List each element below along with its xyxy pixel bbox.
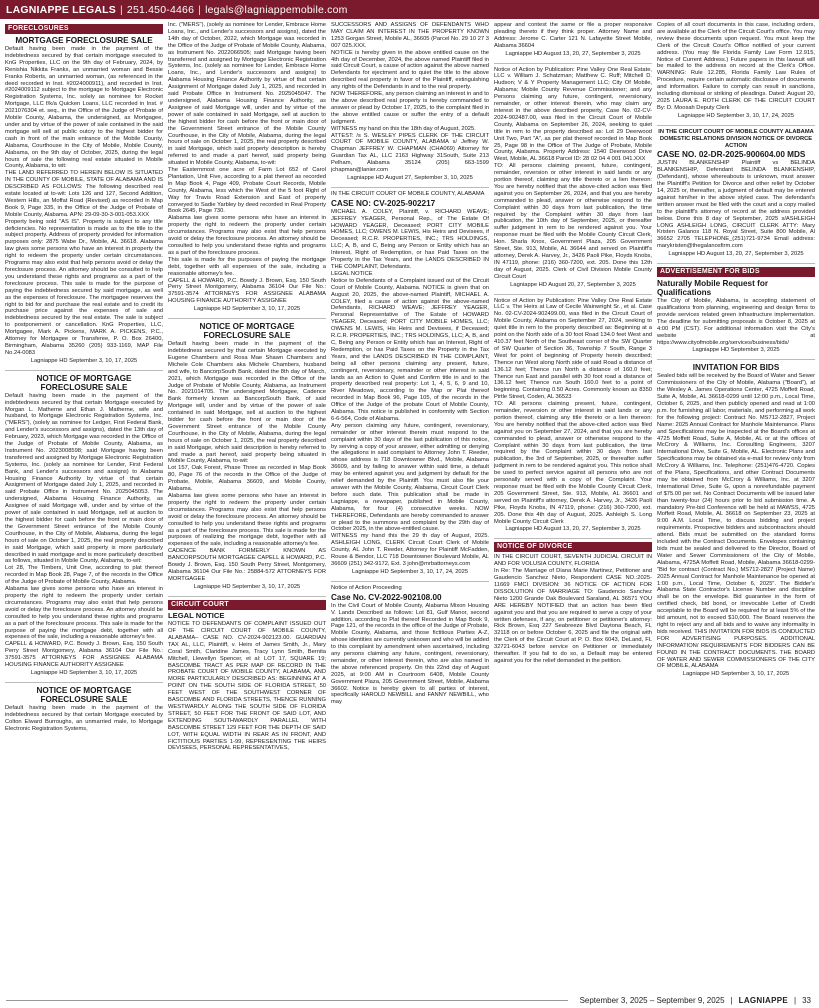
notice-title: NOTICE OF MORTGAGE FORECLOSURE SALE bbox=[36, 373, 132, 392]
footer-rule bbox=[6, 1000, 568, 1001]
notice-body: Default having been made in the payment of the indebtedness secured by that certain Mortgage executed by Colton Elward Burroughs, an unmarried male, to Mortgage Electronic Registration Systems, bbox=[5, 704, 163, 732]
publication-brand: LAGNIAPPE bbox=[738, 996, 789, 1005]
notice-title: NOTICE OF MORTGAGE FORECLOSURE SALE bbox=[36, 685, 132, 704]
publication-line: Lagniappe HD August 27, September 3, 10, 2025 bbox=[347, 174, 473, 181]
legal-notice bbox=[168, 322, 326, 597]
column-1 bbox=[5, 22, 163, 988]
notice-body: TO: All persons claiming present, future, contingent, remainder, reversion or other interest in said lands or any portion thereof, claiming any title thereto or a lien thereon: You are hereby notified that the above-cited action was filed against you on September 27, 2024, and that you are hereby commanded to plead, answer or otherwise respond to the Complaint within 30 days from last publication, the time required by the Complaint within 30 days from last publication, the 3rd of September, 2025, or thereafter suffer judgment in rem to be rendered against you. This notice shall be used to perfect service against all persons who are not personally served with a copy of the Complaint. Your response must be filed with the Mobile County Circuit Clerk, 205 Government Street, Ste. 913, Mobile, AL 36601 and served on Plaintiff's attorney, Derek A. Harvey, Jr., 3426 Paoli Pike, Floyds Knobs, IN 47119, phone: (216) 360-7200, ext. 205. Done this 4th day of August, 2025. Ashleigh S. Long Mobile County Circuit Clerk bbox=[494, 401, 652, 525]
notice-body: MICHAEL A. COLEY, Plaintiff, v. RICHARD WEAVE; JEFFREY YEAGER, Personal Rep., of The Estate Of HOWARD YEAGER, Deceased; PORT CITY MOBILE HOMES, LLC; OWENS M. LEWIS, His Heirs and Devisees, if Deceased; R.C.R. PROPERTIES, INC.; TRS HOLDINGS, LLC; A, B, and C, Being any Person or Entity which has an Interest, Right of Redemption, or has Paid Taxes on the Property in the Tax Years, and the LANDS DESCRIBED IN THE COMPLAINT, Defendants. bbox=[331, 208, 489, 270]
legal-notice bbox=[331, 191, 489, 582]
legal-notice bbox=[657, 22, 815, 126]
notice-heading: IN THE CIRCUIT COURT OF MOBILE COUNTY ALABAMA DOMESTIC RELATIONS DIVISION NOTICE OF DIVORCE ACTION bbox=[658, 128, 814, 149]
publication-line: Lagniappe HD September 3, 10, 17, 24, 2025 bbox=[351, 568, 469, 575]
publication-line: Lagniappe HD September 3, 10, 17, 2025 bbox=[193, 306, 301, 313]
publication-line: Lagniappe HD September 3, 10, 17, 2025 bbox=[30, 669, 138, 676]
publication-line: Lagniappe HD August 13, 20, 27, September 3, 2025 bbox=[505, 50, 641, 57]
page-footer bbox=[0, 993, 819, 1008]
section-bar-circuit-court: CIRCUIT COURT bbox=[168, 600, 326, 610]
notice-body: Notice to Defendants of a Complaint issued out of the Circuit Court of Mobile County, Alabama. NOTICE is given that on August 20, 2025, the above-named Plaintiff, MICHAEL A. COLEY, filed a cause of action against the above-named Defendants, RICHARD WEAVE; JEFFREY YEAGER, Personal Representative of The Estate of HOWARD YEAGER, Deceased; PORT CITY MOBILE HOMES, LLC; OWENS M. LEWIS, His Heirs and Devisees, if Deceased; R.C.R. PROPERTIES, INC.; TRS HOLDINGS, LLC; A, B, and C, Being any Person or Entity which has an Interest, Right of Redemption, or has Paid Taxes on the Property in the Tax Years, and the LANDS DESCRIBED IN THE COMPLAINT, being all other persons claiming any present, future, contingent, reversionary, remainder or other interest in said lands as an Action to Quiet and Confirm title in and to the property described real property: Lot 1, 4, 5, 6, 9 and 10, River Meadows, according to the Map or Plat thereof recorded in Map Book 96, Page 105, of the records in the Office of the Judge of the probate Court of Mobile County, Alabama. This notice is published in conformity with Section 6-6-564, Code of Alabama. bbox=[331, 277, 489, 422]
publication-line: Lagniappe HD September 3, 10, 17, 2025 bbox=[30, 357, 138, 364]
header-separator: | bbox=[119, 3, 123, 16]
legal-columns bbox=[5, 22, 815, 988]
notice-signature: CAPELL & HOWARD, P.C. Bowdy J. Brown, Esq. 150 South Perry Street Montgomery, Alabama 36104 Our File No.: 37591-3575 ATTORNEYS FOR ASSIGNEE ALABAMA HOUSING FINANCE AUTHORITY ASSIGNEE bbox=[5, 641, 163, 669]
notice-body: In the Civil Court of Mobile County, Alabama Mixon Housing V. Lands Described as follows: Lot 81, Gulf Manor, second addition, according to Plat thereof Recorded in Map Book 9, Page 121, of the records in the office of the Judge of Probate, Mobile County, Alabama, and those fictitious Parties A-Z, whose identities are currently unknown and who will be added to this complaint by amendment when ascertained, including any persons claiming any future, contingent, reversionary, remainder, or other interest therein, who are also named in the above referenced property. On this 22nd day of August 2025, at 9:00 AM in Courtroom 6408, Mobile County Government Plaza, 205 Government Street, Mobile, Alabama 36602. Notice is hereby given to all parties of interest, specifically HAROLD NEWBILL and FANNY NEWBILL, who may bbox=[331, 602, 489, 706]
notice-body: TO: All persons claiming present, future, contingent, remainder, reversion or other interest in said lands or any portion thereof, claiming any title thereto or a lien thereon: You are hereby notified that the above-cited action was filed against you on September 26, 2024, and that you are hereby commanded to plead, answer or otherwise respond to the Complaint within 30 days from last publication, the time required by the Complaint within 30 days from last publication, the 10th day of September, 2025, or thereafter suffer judgment in rem to be rendered against you. Your response must be filed with the Mobile County Circuit Clerk, Hon. Sharla Knox, Government Plaza, 205 Government Street, Ste. 913, Mobile, AL 36644 and served on Plaintiff's attorney, Derek A. Harvey, Jr., 3426 Paoli Pike, Floyds Knobs, IN 47119, phone: (216) 360-7200, ext. 205. Done this 12th day of August, 2025. Clerk of Civil Division Mobile County Circuit Court bbox=[494, 163, 652, 280]
publication-line: Lagniappe HD September 3, 10, 17, 24, 2025 bbox=[677, 112, 795, 119]
legal-notice bbox=[494, 298, 652, 540]
notice-body: Sealed bids will be received by the Board of Water and Sewer Commissioners of the City of Mobile, Alabama ("Board"), at the Wesley A. James Operations Center, 4725 Moffett Road, Suite A, Mobile, AL 36618-0299 until 12:00 p.m., Local Time, October 6, 2025, and then publicly opened and read at 1:00 p.m. for furnishing all labor, materials, and performing all work for the following project: Contract No. MS712-2827, Project Name: 2025 Annual Contract for Manhole Maintenance. Plans and Specifications may be inspected at the Board's offices at 4725 Moffett Road, Suite A, Mobile, AL or at the offices of McCrory & Williams, Inc. Consulting Engineers, 3207 International Drive, Suite G, Mobile, AL. Electronic Plans and Specifications may be obtained via e-mail for review only from McCrory & Williams, Inc. Telephone: (251)476-4720. Copies of the Plans, Specifications, and other Contract Documents may be obtained from McCrory & Williams, Inc. at 3207 International Drive, Suite G, upon a nonrefundable payment of $75.00 per set. No Contract Documents will be issued later than twenty-four (24) hours prior to bid submission time. A mandatory Pre-bid Conference will be held at MAWSS, 4725 Moffett Road, Mobile, AL 36618 on September 23, 2025 at 9:00 A.M. Local Time, to discuss bidding and project requirements. Prospective bidders and subcontractors should attend. Bids must be submitted on the standard forms included with the Contract Documents. Envelopes containing bids must be sealed and delivered to the Director, Board of Water and Sewer Commissioners of the City of Mobile, Alabama, 4725A Moffett Road, Mobile, Alabama 36618-0299- "Bid for contract (Contract No.) MS712-2827 (Project Name) 2025 Annual Contract for Manhole Maintenance be opened at 1:00 p.m., Local Time, October 6, 2025". The Bidder's Alabama State Contractor's License Number and discipline shall be on the envelope. Bid guarantee in the form of certified check, bid bond, or irrevocable Letter of Credit acceptable to the Board will be required for at least 5% of the bid amount, not to exceed $10,000. The Board reserves the right to reject any and all bids and to waive any informality in bids received. THIS INVITATION FOR BIDS IS CONDUCTED FOR ADVERTISING PURPOSES. ADDITIONAL INFORMATION/ REQUIREMENTS FOR BIDDERS CAN BE FOUND IN THE CONTRACT DOCUMENTS. THE BOARD OF WATER AND SEWER COMMISSIONERS OF THE CITY OF MOBILE, ALABAMA bbox=[657, 373, 815, 670]
notice-title: INVITATION FOR BIDS bbox=[692, 363, 780, 373]
notice-body: Alabama law gives some persons who have an interest in property the right to redeem the property under certain circumstances. Programs may also exist that help persons avoid or delay the foreclosure process. An attorney should be consulted to help you understand these rights and programs as a part of the foreclosure process. bbox=[168, 215, 326, 256]
header-email: legals@lagniappemobile.com bbox=[205, 3, 348, 16]
legal-notice bbox=[657, 279, 815, 360]
section-bar-notice-of-divorce: NOTICE OF DIVORCE bbox=[494, 542, 652, 552]
notice-body: Default having been made in the payment of the indebtedness secured by that certain Mortgage executed by Eugene Chambers and Rosa Mae Shawn Chambers and Michele Cole Chambers aka Michele Chambers, husband and wife, to BancorpSouth Bank, dated the 8th day of March, 2021, which Mortgage was recorded in the Office of the Judge of Probate of Mobile County, Alabama, as Instrument No. 2021014705. The undersigned Mortgagee, Cadence Bank formerly known as BancorpSouth Bank, of said Mortgage will, under and by virtue of the power of sale contained in said Mortgage, sell at auction to the highest bidder for cash before the front or main door of the Government Street entrance of the Mobile County Courthouse, in the City of Mobile, Alabama, during the legal hours of sale on October 1, 2025, the real property described in said Mortgage, which said description is hereby referred to and made a part hereof, said property being situated in Mobile County, Alabama, to-wit: bbox=[168, 341, 326, 465]
notice-body: NOTICE TO DEFENDANTS OF COMPLAINT ISSUED OUT OF THE CIRCUIT COURT OF MOBILE COUNTY, ALABAMA– CASE NO. CV-2024-902123.00. GUARDIAN TAX AL, LLC, Plaintiff, v. Heirs of James Smith, Jr., Mary Coral Smith, Claridine James, Tracy Lynn Smith, Bernita Mitchell, Llewellyn Spencer, et al: LOT 17, SQUARE 19; BASCOMBE TRACT AS PER MAP OF RECORD IN THE PROBATE COURT OF MOBILE COUNTY, ALABAMA, AND MORE PARTICULARLY DESCRIBED AS: BEGINNING AT A POINT ON THE SOUTH SIDE OF FLORIDA STREET, 50 FEET WEST OF THE SOUTHWEST CORNER OF BASCOMBE AND FLORIDA STREETS, THENCE RUNNING WESTWARDLY ALONG THE SOUTH SIDE OF FLORIDA STREET, 50 FEET FOR THE FRONT OF SAID LOT, AND EXTENDING SOUTHWARDLY PARALLEL WITH BASCOMBE STREET 129 FEET FOR THE DEPTH OF SAID LOT, WITH EQUAL WIDTH IN REAR AS IN FRONT, AND FICTITIOUS PARTIES 1-99, REPRESENTING THE HEIRS DEVISEES, PERSONAL REPRESENTATIVES, bbox=[168, 621, 326, 752]
page-header bbox=[0, 0, 819, 19]
notice-body: JUSTIN BLANKENSHIP Plaintiff vs BELINDA BLANKENSHIP, Defendant BELINDA BLANKENSHIP, (Defendant), whose whereabouts is unknown, must answer the Plaintiff's Petition for Divorce and other relief by October 14, 2025 or, thereafter, a judgment of default may be entered against him/her in the above styled case. The defendant's written answer must be filed with the court and a copy mailed to the plaintiff's attorney of record at the address provided below. Done this 8 day of September, 2025 s/ASHLEIGH LONG ASHLEIGH LONG, CIRCUIT CLERK ATTY: Mary Kristen Galanos 118 N. Royal Street, Suite 800 Mobile, Al 36652 2705 TELEPHONE_(251)721-9734 Email address: marykristen@thegalanosfirm.com bbox=[657, 160, 815, 250]
notice-body: NOW THEREFORE, any person claiming an interest in and to the above described real property is hereby commanded to answer or plead by October 17, 2025, to the complaint filed in the above entitled cause or suffer the entry of a default judgment. bbox=[331, 91, 489, 125]
legal-notice bbox=[331, 22, 489, 188]
column-2 bbox=[168, 22, 326, 988]
notice-body: NOTICE is hereby given in the above entitled cause on the 4th day of December, 2024, the above named Plaintiff filed in said Circuit Court, a cause of action against the above named Defendants for ejectment and to quiet the title to the above described real property in favor of the Plaintiff, extinguishing any rights of the Defendants in and to the real property. bbox=[331, 49, 489, 91]
notice-body: Notice of Action by Publication: Pine Valley One Real Estate, LLC v. William J. Schatzman; Matthew C. Ruff; Mitchell D. Hudson; V & Y Property Management LLC; City Of Mobile, Alabama; Mobile County Revenue Commissioner; and any Persons claiming any future, contingent, reversionary, remainder, or other interest therein, who may claim any interest in the above described property, Case No. 02-CV-2024-902487.00, was filed in the Circuit Court of Mobile County, Alabama on September 26, 2024, seeking to quiet title in rem to the property described as: Lot 29 Deerwood Unit Two, Part "A", as per plat thereof recorded in Map Book 25, Page 98 in the Office of The Judge of Probate, Mobile County, Alabama. Property Address: 1540 Deerwood Drive West, Mobile, AL 36618 Parcel ID: 28 02 04 4 001 041.XXX bbox=[494, 66, 652, 163]
notice-body: The City of Mobile, Alabama, is accepting statement of qualifications from planning, engineering and design firms to provide services related green infrastructure implementation. The deadline for submitting proposals is October 8, 2025 at 4:00 PM (CST). For additional information visit the City's website at https://www.cityofmobile.org/services/business/bids/ bbox=[657, 298, 815, 346]
notice-signature: WITNESS my hand this the 29 th day of August, 2025. ASHLEIGH LONG, CLERK Circuit Court Clerk of Mobile County, AL John T. Reeder, Attorney for Plaintiff McFadden, Rouse & Bendor, LLC 718 Downtowner Boulevard Mobile, AL 36609 (251) 342-9172, Ext. 3 john@mrbattorneys.com bbox=[331, 533, 489, 567]
publication-line: Lagniappe HD August 20, 27, September 3, 2025 bbox=[510, 281, 636, 288]
notice-body: Inc. ("MERS"), (solely as nominee for Lender, Embrace Home Loans, Inc., and Lender's successors and assigns), dated the 14th day of October, 2022, which Mortgage was recorded in the Office of the Judge of Probate of Mobile County, Alabama, as Instrument No. 2022066505; said Mortgage having been transferred and assigned by Mortgage Electronic Registration Systems, Inc. (solely as nominee for Lender, Embrace Home Loans, Inc., and Lender's successors and assigns) to Alabama Housing Finance Authority by virtue of that certain Assignment of Mortgage dated July 1, 2025, and recorded in said Probate Office in Instrument No. 2025045047. The undersigned, Alabama Housing Finance Authority, as Assignee of said Mortgage will, under and by virtue of the power of sale contained in said Mortgage, sell at auction to the highest bidder for cash before the front or main door of the Government Street entrance of the Mobile County Courthouse, in the City of Mobile, Alabama, during the legal hours of sale on October 1, 2025, the real property described in said Mortgage, which said property description is hereby referred to and made a part hereof, said property being situated in Mobile County, Alabama, to-wit: bbox=[168, 22, 326, 167]
case-number: CASE NO: CV-2025-902217 bbox=[331, 198, 436, 208]
legal-notice bbox=[494, 22, 652, 64]
notice-legal: Lot 157, Oak Forest, Phase Three as recorded in Map Book 80, Page 76 of the records in the Office of the Judge of Probate, Mobile, Alabama 36609, and Mobile County, Alabama. bbox=[168, 465, 326, 493]
notice-title: NOTICE OF MORTGAGE FORECLOSURE SALE bbox=[199, 322, 295, 341]
notice-body: Copies of all court documents in this case, including orders, are available at the Clerk of the Circuit Court's office. You may review these documents upon request. You must keep the Clerk of the Circuit Court's Office notified of your current address. (You may file Florida Family Law Form 12.915, Notice of Current Address.) Future papers in this lawsuit will be mailed to the address on record at the Clerk's Office. WARNING: Rule 12.285, Florida Family Law Rules of Procedure, require certain automatic disclosure of documents and information. Failure to comply can result in sanctions, including dismissal or striking of pleadings. Dated: August 20, 2025 LAURA E. ROTH CLERK OF THE CIRCUIT COURT By: D. Moosah Deputy Clerk bbox=[657, 22, 815, 111]
issue-dates: September 3, 2025 – September 9, 2025 bbox=[579, 996, 725, 1005]
notice-body: WITNESS my hand on this the 18th day of August, 2025. bbox=[331, 125, 476, 132]
page-number: 33 bbox=[802, 996, 811, 1005]
publication-line: Lagniappe HD September 3, 2025 bbox=[692, 347, 780, 354]
notice-body: Alabama law gives some persons who have an interest in property the right to redeem the property under certain circumstances. Programs may also exist that help persons avoid or delay the foreclosure process. An attorney should be consulted to help you understand these rights and programs as a part of the foreclosure process. This sale is made for the purposes of realizing the mortgage debt, together with all expenses of the sale, including a reasonable attorney's fee. bbox=[168, 493, 326, 548]
publication-line: Lagniappe HD August 13, 20, 27, September 3, 2025 bbox=[668, 251, 804, 258]
legal-notice bbox=[168, 22, 326, 319]
notice-title: Naturally Mobile Request for Qualifications bbox=[657, 279, 769, 298]
notice-body: This sale is made for the purposes of paying the mortgage debt, together with all expenses of the sale, including a reasonable attorney's fee. bbox=[168, 256, 326, 277]
notice-body: Default having been made in the payment of the indebtedness secured by that certain Mortgage executed by Morgan L. Matherne and Ethan J. Matherne, wife and husband, to Mortgage Electronic Registration Systems, Inc. ("MERS"), (solely as nominee for Ledger, First Federal Bank, and Lender's successors and assigns), dated the 13th day of February, 2023, which Mortgage was recorded in the Office of the Judge of Probate of Mobile County, Alabama, as Instrument No. 2023008598; said Mortgage having been transferred and assigned by Mortgage Electronic Registration Systems, Inc. (solely as nominee for Lender, First Federal Bank, and Lender's successors and assigns) to Alabama Housing Finance Authority by virtue of that certain Assignment of Mortgage dated July 1, 2025, and recorded in said Probate Office in Instrument No. 2025045053. The undersigned, Alabama Housing Finance Authority, as Assignee of said Mortgage will, under and by virtue of the power of sale contained in said Mortgage, sell at auction to the highest bidder for cash before the front or main door of the Government Street entrance of the Mobile County Courthouse, in the City of Mobile, Alabama, during the legal hours of sale on October 1, 2025, the real property described in said Mortgage, which said property is more particularly described in said mortgage and is more particularly described as follows, situated in Mobile County, Alabama, to-wit: bbox=[5, 392, 163, 565]
column-3 bbox=[331, 22, 489, 988]
notice-heading: LEGAL NOTICE bbox=[168, 610, 225, 620]
notice-legal: The Easternmost one acre of Farm Lot 652 of Carol Plantation, Unit Five, according to a plat thereof as recorded in Map Book 4, Page 409, Probate Court Records, Mobile County, Alabama, less which the West of the 5 foot Right of Way for Travis Road Extension and East of property conveyed to Sadie Yarbley by deed recorded in Real Property Book 2645, Page 730. bbox=[168, 167, 326, 215]
notice-body: Notice of Action by Publication: Pine Valley One Real Estate LLC v. The Heirs at Law of Cecile Wainwright Sr., et al. Case No. 02-CV-2024-902499.00, was filed in the Circuit Court of Mobile County, Alabama on September 27, 2024, seeking to quiet title in rem to the property described as: Beginning at a point on the North side of a 30 foot Road 134.0 feet West and 410.37 feet North of the Southeast corner of the SW Quarter of SW Quarter of Section 36, Township 7 South, Range 3 West for point of beginning of Property herein described; Thence run West along North side of said Road a distance of 136.12 feet; Thence run North a distance of 160.0 feet; Thence run East and parallel with 30 foot road a distance of 136.12 feet; Thence run South 160.0 feet to a point of beginning. Containing 0.50 Acres. Commonly known as 8350 Pirtle Street, Coden, AL 36523 bbox=[494, 297, 652, 401]
notice-body: In Re: The Marriage of Diana Marie Martinez, Petitioner and Gaudencio Sanchez Nieto, Respondent CASE NO.:2025-11669 FMCI DIVISION: 36 NOTICE OF ACTION FOR DISSOLUTION OF MARRIAGE TO: Gaudencio Sanchez Nieto 1200 Grande Oak Boulevard Saraland, AL 36571 YOU ARE HEREBY NOTIFIED that an action has been filed against you and that you are required to serve a copy of your written defenses, if any, on petitioner or petitioner's attorney: Rick Brown, Esq 227 Seabreeze Blvd Daytona Beach, FL 32118 on or before October 6, 2025 and file the original with the Clerk of the Circuit Court at P. O. Box 6043, DeLand, FL 32721-6043 before service on Petitioner or immediately thereafter. If you fail to do so, a Default may be entered against you for the relief demanded in the petition. bbox=[494, 568, 652, 664]
publication-line: Lagniappe HD September 3, 10, 17, 2025 bbox=[682, 671, 790, 678]
legal-notice bbox=[168, 612, 326, 753]
notice-body: Default having been made in the payment of the indebtedness secured by that certain mortgage executed to KnG Properties, LLC on the 9th day of February, 2024, by Renishia Nikkita Franks, an unmarried woman and Bessie Franks Roberts, an unmarried woman, (as referenced in the deed recorded in Inst. #2024000911), and recorded in Inst. #2024009112 subject to the mortgage to Mortgage Electronic Registration Systems, Inc. solely as nominee for Rocket Mortgage, LLC f/k/a Quicken Loans, LLC recorded in Inst. # 2021076304 et. seq., in the Office of the Judge of Probate of Mobile County, Alabama, the undersigned, as Mortgagee, under and by virtue of the power of sale contained in the said mortgage will sell at public outcry to the highest bidder for cash in front of the main entrance of the Mobile County, Alabama, Courthouse in the City of Mobile, Mobile County, Alabama, on the 9th day of October, 2025, during the legal hours of sale the following real estate situated in Mobile County, Alabama, to wit: bbox=[5, 46, 163, 170]
case-number: Case No. CV-2022-902108.00 bbox=[331, 592, 442, 602]
footer-separator: | bbox=[794, 996, 797, 1005]
publication-line: Lagniappe HD September 3, 10, 17, 2025 bbox=[193, 583, 301, 590]
notice-body: Property being sold "AS IS". Property is subject to any title deficiencies. No representation is made as to the title to the subject property. Address of property provided for information purposes only: 2875 Wabe Dr., Mobile, AL 36618. Alabama law gives some persons who have an interest in property the right to redeem the property under certain circumstances. Programs may also exist that help persons avoid or delay the foreclosure process. An attorney should be consulted to help you understand these rights and programs as a part of the foreclosure process. This sale is made for the purpose of paying the indebtedness secured by said mortgage, as well as the expenses of foreclosure. The mortgagee reserves the right to bid for and purchase the real estate and to credit its purchase price against the expenses of sale and indebtedness secured by the real estate. The sale is subject to postponement or cancellation. KnG Properties, LLC, Mortgagee, Mark A. Pickens, MARK A. PICKENS, P.C., Attorney for Mortgagee or Transferee, P. O. Box 26400, Birmingham, Alabama 35260 (205) 933-1169, MAP File No.24-0083 bbox=[5, 218, 163, 356]
legal-notice bbox=[5, 36, 163, 371]
footer-separator: | bbox=[730, 996, 733, 1005]
case-number: CASE NO. 02-DR-2025-900604.00 MDS bbox=[657, 150, 806, 160]
legal-notice bbox=[5, 686, 163, 733]
notice-heading: IN THE CIRCUIT COURT, SEVENTH JUDICIAL CIRCUIT IN AND FOR VOLUSIA COUNTY, FLORIDA bbox=[494, 554, 652, 568]
notice-signature: CAPELL & HOWARD, P.C. Bowdy J. Brown, Esq. 150 South Perry Street Montgomery, Alabama 36104 Our File No.: 37591-3574 ATTORNEYS FOR ASSIGNEE ALABAMA HOUSING FINANCE AUTHORITY ASSIGNEE bbox=[168, 277, 326, 305]
legal-notice bbox=[331, 585, 489, 707]
notice-legal: Lot 28, The Timbers, Unit One, according to plat thereof recorded in Map Book 28, Page 7, of the records in the Office of the Judge of Probate of Mobile County, Alabama. bbox=[5, 565, 163, 586]
column-4 bbox=[494, 22, 652, 988]
section-bar-advertisement-for-bids: ADVERTISEMENT FOR BIDS bbox=[657, 267, 815, 277]
notice-legal: THE LAND REFERRED TO HEREIN BELOW IS SITUATED IN THE COUNTY OF MOBILE, STATE OF ALABAMA AND IS DESCRIBED AS FOLLOWS: The following described real estate located at to-wit: Lots 126 and 127, Second Addition, Western Hills, an Moffat Road (Revised) as recorded in Map Book 9, Page 335, in the Office of the Judge of Probate of Mobile County, Alabama. APN: 29-09-30-3-001-053.XXX bbox=[5, 170, 163, 218]
header-separator: | bbox=[198, 3, 202, 16]
column-5 bbox=[657, 22, 815, 988]
notice-heading: IN THE CIRCUIT COURT OF MOBILE COUNTY, ALABAMA bbox=[331, 190, 485, 197]
header-phone: 251.450-4466 bbox=[126, 3, 195, 16]
legal-notice bbox=[657, 363, 815, 678]
notice-title: MORTGAGE FORECLOSURE SALE bbox=[15, 36, 153, 45]
notice-body: Alabama law gives some persons who have an interest in property the right to redeem the property under certain circumstances. Programs may also exist that help persons avoid or delay the foreclosure process. An attorney should be consulted to help you understand these rights and programs as a part of the foreclosure process. This sale is made for the purpose of paying the mortgage debt, together with all expenses of the sale, including a reasonable attorney's fee. bbox=[5, 586, 163, 641]
notice-signature: CADENCE BANK FORMERLY KNOWN AS BANCORPSOUTH MORTGAGEE CAPELL & HOWARD, P.C. Bowdy J. Brown, Esq. 150 South Perry Street, Montgomery, Alabama 36104 Our File No.: 25884-572 ATTORNEYS FOR MORTGAGEE bbox=[168, 548, 326, 582]
section-bar-foreclosures: FORECLOSURES bbox=[5, 24, 163, 34]
notice-body: SUCCESSORS AND ASSIGNS OF DEFENDANTS WHO MAY CLAIM AN INTEREST IN THE PROPERTY KNOWN 1253 Gorgan Street, Mobile AL, 36605 (Parcel No. 29 10 27 3 007 025.XXX. bbox=[331, 22, 489, 49]
notice-body: appear and contest the same or file a proper responsive pleading thereto if they think proper. Attorney Name and Address: Jerome C. Carter 121 N. Lafayette Street Mobile, Alabama 36604 bbox=[494, 22, 652, 49]
notice-body: Any person claiming any future, contingent, reversionary, remainder or other interest therein must respond to the complaint within 30 days of the last publication of this notice, by serving a copy of your answer, either admitting or denying the allegations in said complaint to Attorney John T. Reeder, whose address is 718 Downtowner Blvd., Mobile, Alabama 36609, and by failing to answer within said time, a default may be entered against you and judgment by default for the relief demanded by the Plaintiff. You must also file your answer with the Mobile County, Alabama, Circuit Court Clerk before such date. This publication shall be made in Lagniappe, a newspaper, published in Mobile County, Alabama, for four (4) consecutive weeks. NOW THEREFORE, Defendants are hereby commanded to answer or plead to the summons and complaint by the 29th day of October 2025, in the above-entitled cause. bbox=[331, 422, 489, 533]
legal-notice bbox=[5, 374, 163, 683]
legal-notice bbox=[494, 554, 652, 665]
legal-notice bbox=[657, 129, 815, 264]
notice-heading: LEGAL NOTICE bbox=[331, 270, 373, 277]
notice-heading: Notice of Action Proceeding bbox=[331, 584, 402, 591]
legal-notice bbox=[494, 67, 652, 295]
notice-signature: ATTEST: /s S. WESLEY PIPES CLERK OF THE CIRCUIT COURT OF MOBILE COUNTY, ALABAMA s/ Jeffrey W. Chapman JEFFREY W. CHAPMAN (CHA069) Attorney for Guardian Tax AL, LLC 2163 Highway 31South, Suite 213 Pelham, Alabama 35124 (205) 663-1599 jchapman@lanier.com bbox=[331, 132, 489, 174]
publication-line: Lagniappe HD August 13, 20, 27, September 3, 2025 bbox=[505, 526, 641, 533]
section-name: LAGNIAPPE LEGALS bbox=[6, 3, 116, 16]
